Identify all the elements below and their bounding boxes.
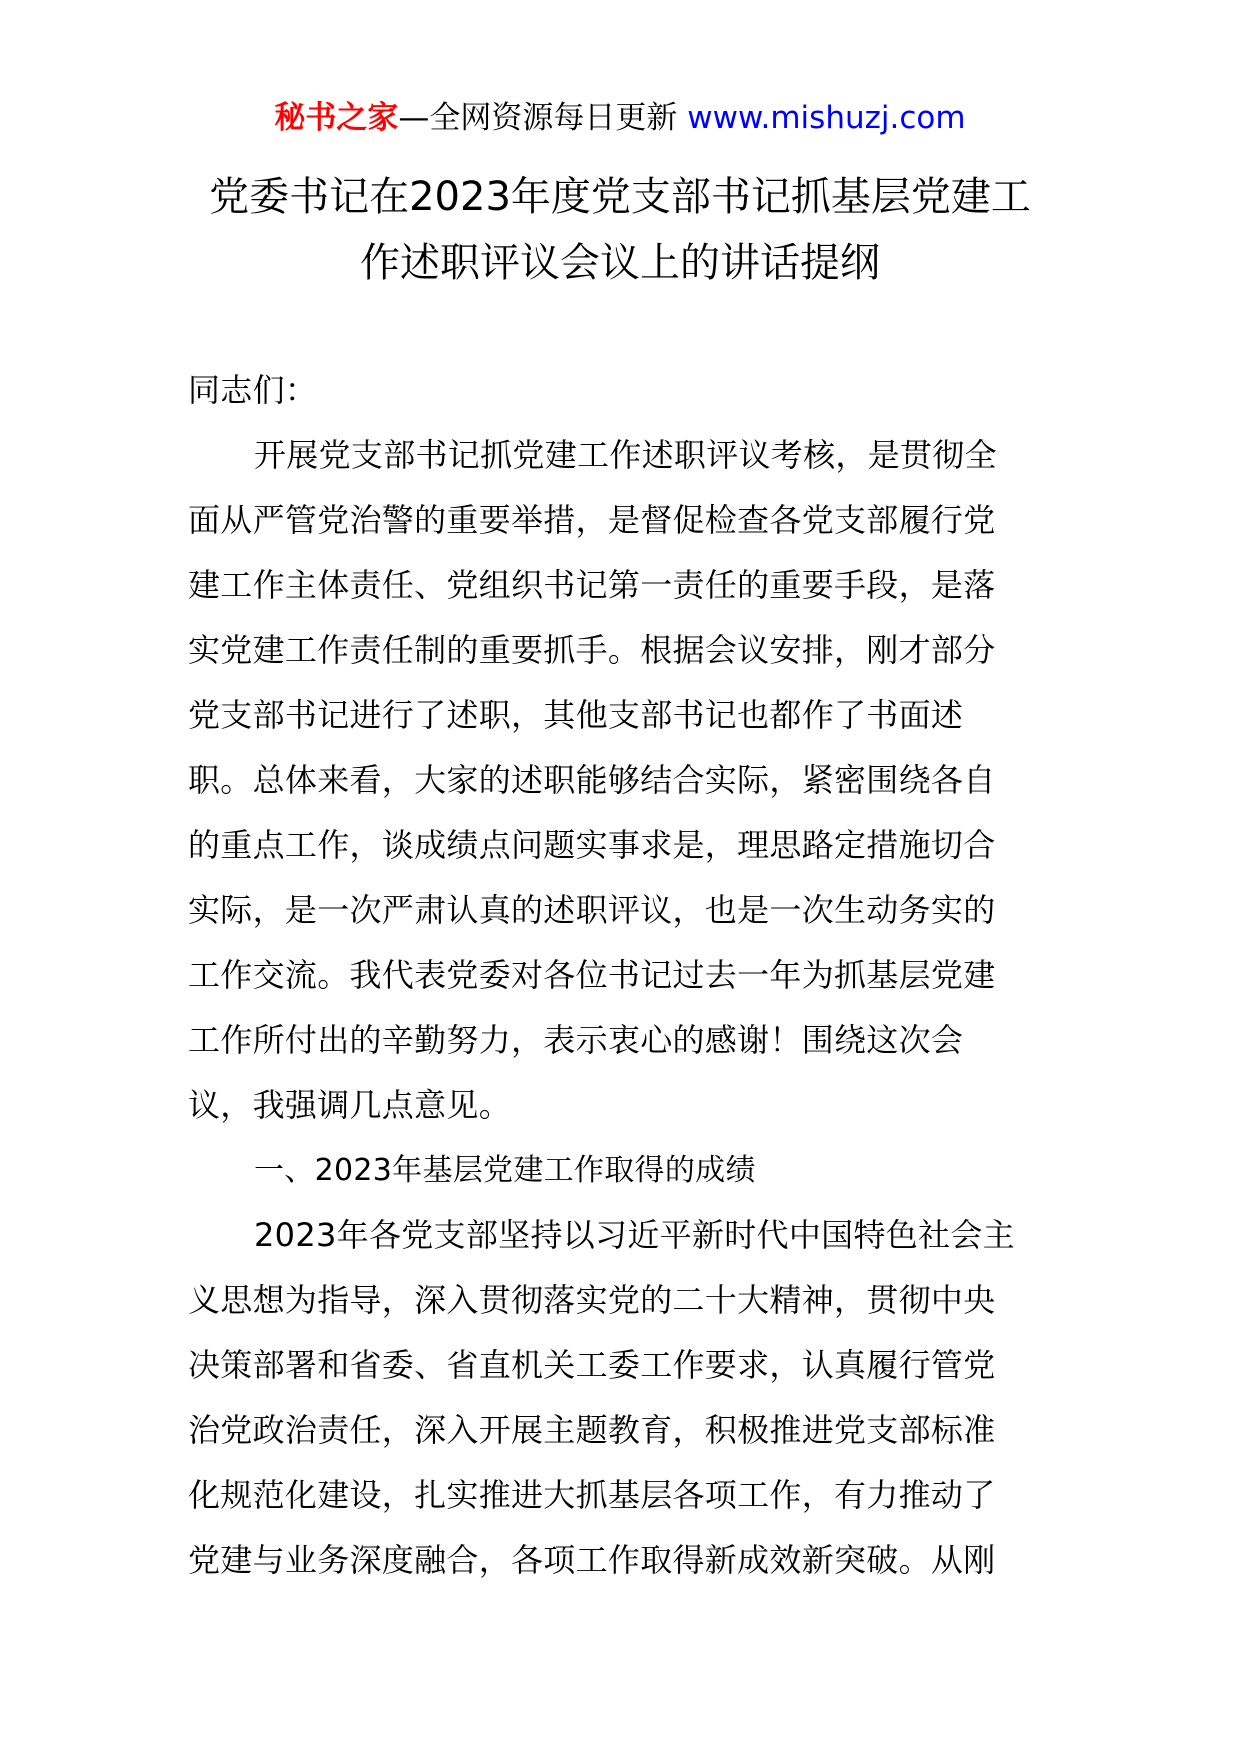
header-slogan: —全网资源每日更新 (398, 100, 688, 136)
body-line: 建工作主体责任、党组织书记第一责任的重要手段，是落 (188, 566, 996, 604)
body-line: 治党政治责任，深入开展主题教育，积极推进党支部标准 (188, 1411, 996, 1449)
document-body (188, 358, 1060, 1593)
site-header (0, 96, 1240, 140)
body-line: 化规范化建设，扎实推进大抓基层各项工作，有力推动了 (188, 1476, 996, 1514)
body-line: 党支部书记进行了述职，其他支部书记也都作了书面述 (188, 696, 964, 734)
title-line-2: 作述职评议会议上的讲话提纲 (360, 240, 880, 286)
body-line: 面从严管党治警的重要举措，是督促检查各党支部履行党 (188, 501, 996, 539)
body-line: 开展党支部书记抓党建工作述职评议考核，是贯彻全 (254, 436, 997, 474)
section-heading-1: 一、2023年基层党建工作取得的成绩 (254, 1153, 756, 1188)
body-line: 义思想为指导，深入贯彻落实党的二十大精神，贯彻中央 (188, 1281, 996, 1319)
body-line: 议，我强调几点意见。 (188, 1086, 512, 1124)
salutation: 同志们： (188, 371, 318, 409)
body-line: 党建与业务深度融合，各项工作取得新成效新突破。从刚 (188, 1541, 996, 1579)
body-line: 的重点工作，谈成绩点问题实事求是，理思路定措施切合 (188, 826, 996, 864)
body-line: 工作所付出的辛勤努力，表示衷心的感谢！围绕这次会 (188, 1021, 964, 1059)
body-line: 决策部署和省委、省直机关工委工作要求，认真履行管党 (188, 1346, 996, 1384)
body-line: 2023年各党支部坚持以习近平新时代中国特色社会主 (254, 1216, 1015, 1254)
body-line: 工作交流。我代表党委对各位书记过去一年为抓基层党建 (188, 956, 996, 994)
brand-name: 秘书之家 (274, 100, 399, 136)
body-line: 职。总体来看，大家的述职能够结合实际，紧密围绕各自 (188, 761, 996, 799)
title-line-1: 党委书记在2023年度党支部书记抓基层党建工 (209, 174, 1031, 220)
body-line: 实党建工作责任制的重要抓手。根据会议安排，刚才部分 (188, 631, 996, 669)
site-url-link[interactable]: www.mishuzj.com (687, 100, 966, 136)
body-line: 实际，是一次严肃认真的述职评议，也是一次生动务实的 (188, 891, 996, 929)
document-title (150, 164, 1090, 296)
